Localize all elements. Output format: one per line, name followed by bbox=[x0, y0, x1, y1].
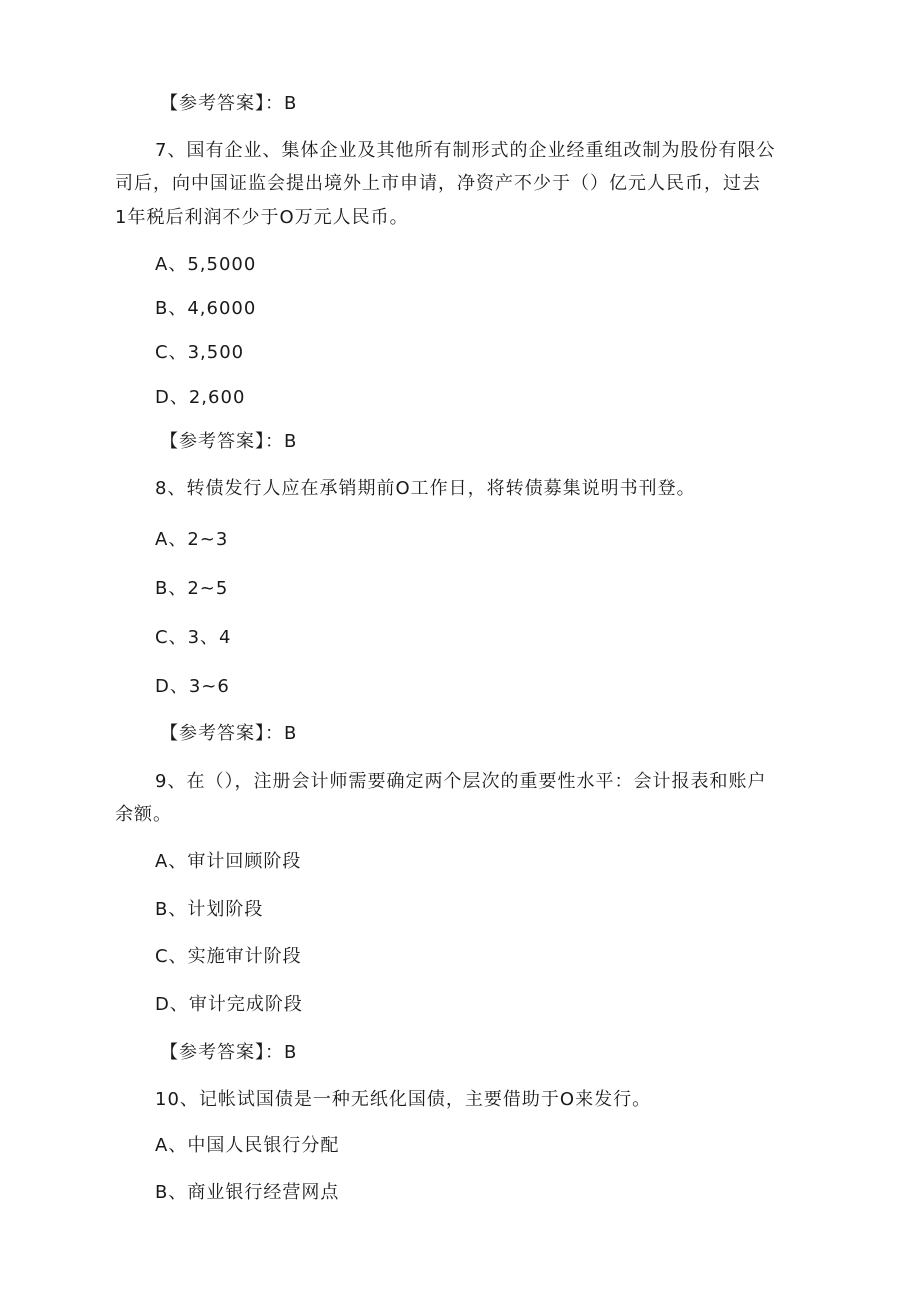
question-text: 10、记帐试国债是一种无纸化国债，主要借助于O来发行。 bbox=[155, 1089, 652, 1110]
question-text: 9、在（），注册会计师需要确定两个层次的重要性水平：会计报表和账户 bbox=[155, 771, 767, 792]
option-c: C、3,500 bbox=[155, 342, 245, 363]
answer-line: 【参考答案】：B bbox=[160, 1042, 298, 1063]
option-b: B、计划阶段 bbox=[155, 899, 264, 920]
option-a: A、中国人民银行分配 bbox=[155, 1135, 340, 1156]
option-c: C、实施审计阶段 bbox=[155, 946, 302, 967]
option-a: A、5,5000 bbox=[155, 254, 257, 275]
question-text-continued: 司后，向中国证监会提出境外上市申请，净资产不少于（）亿元人民币，过去 bbox=[115, 173, 761, 194]
option-d: D、审计完成阶段 bbox=[155, 994, 303, 1015]
answer-line: 【参考答案】：B bbox=[160, 723, 298, 744]
answer-line: 【参考答案】：B bbox=[160, 93, 298, 114]
answer-line: 【参考答案】：B bbox=[160, 431, 298, 452]
option-b: B、商业银行经营网点 bbox=[155, 1182, 340, 1203]
question-text-continued: 余额。 bbox=[115, 804, 172, 825]
question-text-continued: 1年税后利润不少于O万元人民币。 bbox=[115, 207, 409, 228]
option-d: D、2,600 bbox=[155, 387, 246, 408]
option-b: B、4,6000 bbox=[155, 298, 257, 319]
option-d: D、3~6 bbox=[155, 676, 230, 697]
question-text: 8、转债发行人应在承销期前O工作日，将转债募集说明书刊登。 bbox=[155, 478, 696, 499]
question-text: 7、国有企业、集体企业及其他所有制形式的企业经重组改制为股份有限公 bbox=[155, 140, 776, 161]
option-a: A、2~3 bbox=[155, 529, 229, 550]
option-c: C、3、4 bbox=[155, 627, 232, 648]
option-a: A、审计回顾阶段 bbox=[155, 851, 302, 872]
option-b: B、2~5 bbox=[155, 578, 229, 599]
